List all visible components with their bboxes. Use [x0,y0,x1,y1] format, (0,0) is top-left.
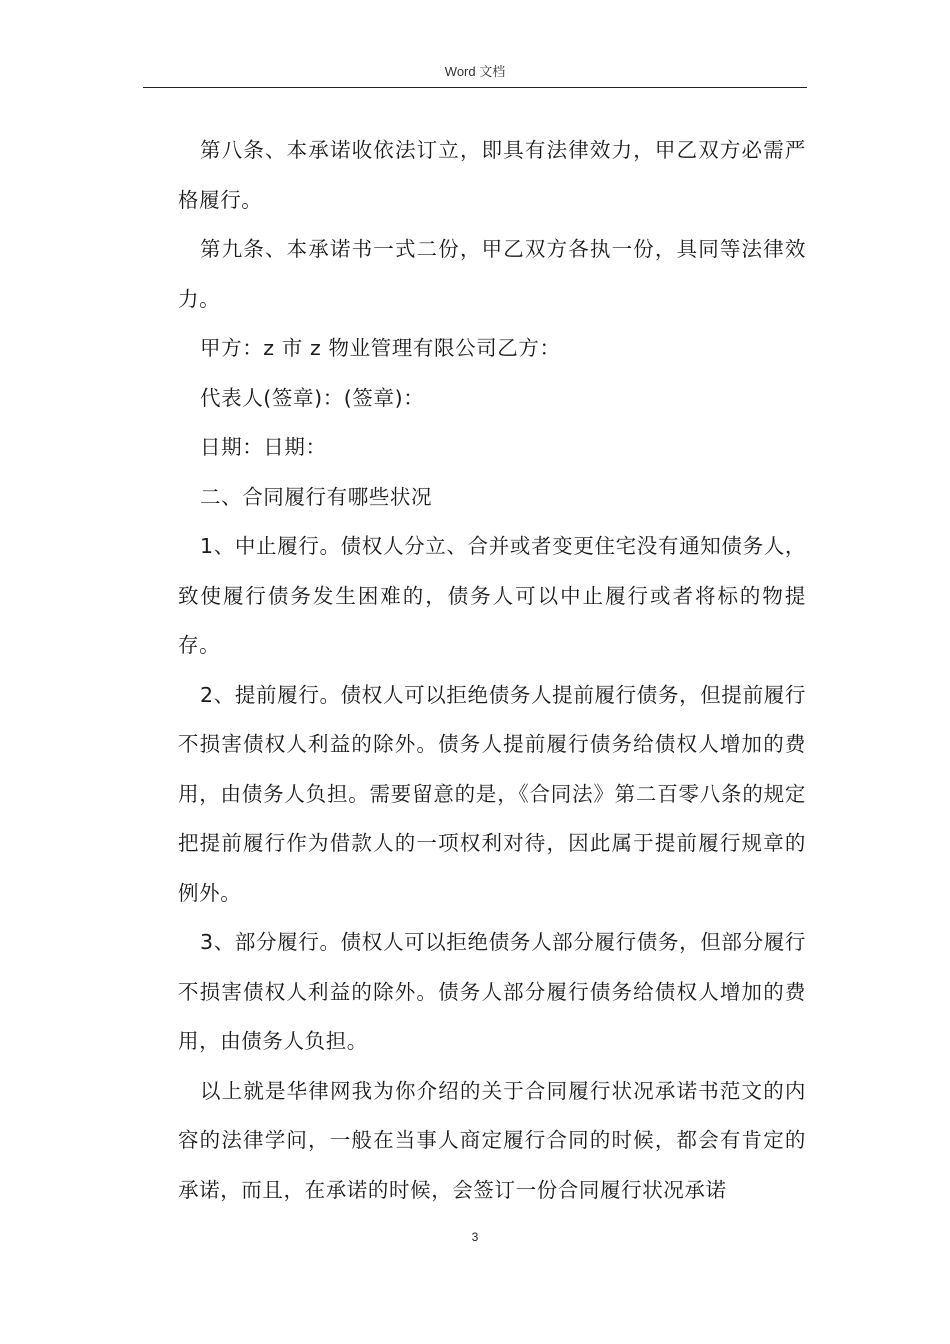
paragraph-article-8: 第八条、本承诺收依法订立，即具有法律效力，甲乙双方必需严格履行。 [178,138,806,212]
header-divider [143,87,807,88]
paragraph-early-performance: 2、提前履行。债权人可以拒绝债务人提前履行债务，但提前履行不损害债权人利益的除外。债务人提前履行债务给债权人增加的费用，由债务人负担。需要留意的是，《合同法》第二百零八条的规定把提前履行作为借款人的一项权利对待，因此属于提前履行规章的例外。 [178,682,806,905]
document-body [178,126,806,1215]
page-number: 3 [471,1230,479,1244]
page-header: Word 文档 [444,64,506,79]
paragraph-party-a: 甲方：z 市 z 物业管理有限公司乙方： [200,336,561,360]
paragraph-date: 日期：日期： [200,435,327,459]
paragraph-partial-performance: 3、部分履行。债权人可以拒绝债务人部分履行债务，但部分履行不损害债权人利益的除外。债务人部分履行债务给债权人增加的费用，由债务人负担。 [178,930,806,1053]
paragraph-article-9: 第九条、本承诺书一式二份，甲乙双方各执一份，具同等法律效力。 [178,237,806,311]
section-heading: 二、合同履行有哪些状况 [200,484,433,509]
paragraph-conclusion: 以上就是华律网我为你介绍的关于合同履行状况承诺书范文的内容的法律学问，一般在当事人商定履行合同的时候，都会有肯定的承诺，而且，在承诺的时候，会签订一份合同履行状况承诺 [178,1078,806,1202]
paragraph-suspension: 1、中止履行。债权人分立、合并或者变更住宅没有通知债务人，致使履行债务发生困难的，债务人可以中止履行或者将标的物提存。 [178,534,806,657]
paragraph-representative: 代表人(签章)：(签章)： [200,385,425,410]
